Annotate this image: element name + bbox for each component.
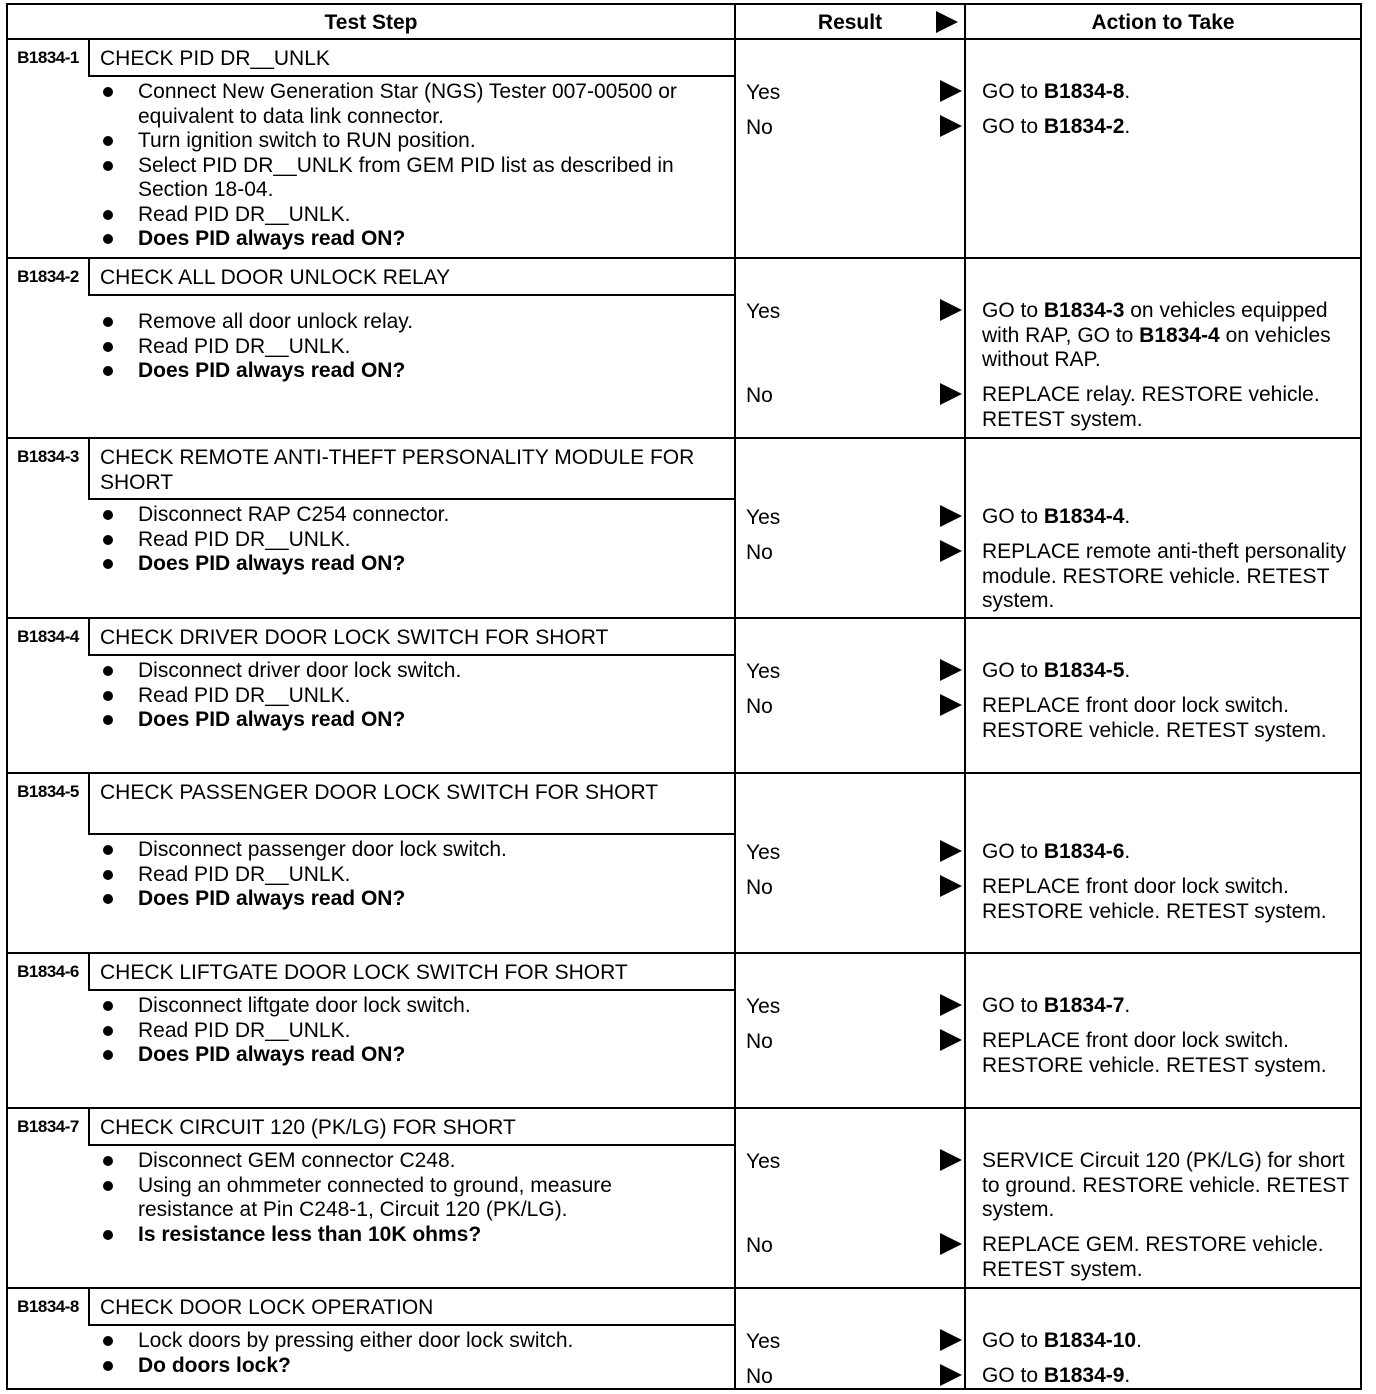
header-result-label: Result [817,10,883,34]
action-fragment: . [1124,994,1131,1017]
instruction-item: Turn ignition switch to RUN position. [100,129,700,154]
instruction-item: Remove all door unlock relay. [100,310,700,335]
step-row [8,619,1360,774]
instruction-item: Is resistance less than 10K ohms? [100,1223,700,1248]
action-fragment: GO to [982,299,1044,322]
result-no: No [746,1234,773,1257]
step-title-underline [88,833,734,835]
arrow-icon [940,540,962,562]
step-id-divider [88,619,90,654]
action-text [982,540,1362,614]
arrow-icon [940,505,962,527]
action-fragment: REPLACE front door lock switch. RESTORE vehicle. RETEST system. [982,875,1327,923]
result-no: No [746,384,773,407]
result-yes: Yes [746,1330,781,1353]
arrow-icon [940,840,962,862]
result-no: No [746,695,773,718]
step-reference: B1834-4 [1139,323,1220,347]
result-yes: Yes [746,81,781,104]
step-id: B1834-4 [17,627,79,646]
arrow-icon [940,875,962,897]
step-id: B1834-8 [17,1297,79,1316]
arrow-icon [940,1364,962,1386]
arrow-icon [940,383,962,405]
step-reference: B1834-10 [1043,1329,1137,1352]
step-title: CHECK REMOTE ANTI-THEFT PERSONALITY MODULE FOR SHORT [100,446,695,494]
step-id-divider [88,954,90,989]
action-fragment: REPLACE relay. RESTORE vehicle. RETEST system. [982,383,1320,431]
step-reference: B1834-4 [1043,505,1125,528]
step-id: B1834-1 [17,48,79,67]
step-title-underline [88,654,734,656]
instruction-item: Read PID DR__UNLK. [100,863,700,888]
action-text [982,1329,1362,1354]
arrow-icon [940,1149,962,1171]
arrow-icon [940,994,962,1016]
instruction-item: Read PID DR__UNLK. [100,335,700,360]
action-text [982,1364,1362,1389]
step-title: CHECK ALL DOOR UNLOCK RELAY [100,266,451,289]
step-instructions [100,994,700,1068]
action-text [982,875,1362,924]
step-instructions [100,1149,700,1247]
step-title-underline [88,75,734,77]
step-instructions [100,503,700,577]
step-id: B1834-3 [17,447,79,466]
step-reference: B1834-8 [1043,80,1125,103]
step-instructions [100,80,700,252]
action-text [982,994,1362,1019]
header-action: Action to Take [1091,10,1235,34]
action-text [982,115,1362,140]
instruction-item: Connect New Generation Star (NGS) Tester 007-00500 or equivalent to data link connector. [100,80,700,129]
action-fragment: REPLACE remote anti-theft personality module. RESTORE vehicle. RETEST system. [982,540,1347,612]
action-fragment: SERVICE Circuit 120 (PK/LG) for short to ground. RESTORE vehicle. RETEST system. [982,1149,1349,1221]
action-fragment: GO to [982,115,1044,138]
instruction-item: Disconnect RAP C254 connector. [100,503,700,528]
step-id-divider [88,40,90,75]
step-instructions [100,1329,700,1378]
action-fragment: . [1136,1329,1142,1352]
result-no: No [746,1030,773,1053]
step-id-divider [88,1109,90,1144]
step-reference: B1834-3 [1043,299,1125,322]
instruction-item: Disconnect GEM connector C248. [100,1149,700,1174]
instruction-item: Does PID always read ON? [100,887,700,912]
instruction-item: Does PID always read ON? [100,359,700,384]
arrow-icon [940,659,962,681]
result-no: No [746,1365,773,1388]
action-text [982,1029,1362,1078]
step-title-underline [88,294,734,296]
result-yes: Yes [746,660,781,683]
action-text [982,299,1362,373]
instruction-item: Disconnect liftgate door lock switch. [100,994,700,1019]
header-result [736,5,964,40]
action-text [982,840,1362,865]
step-row [8,1109,1360,1289]
step-id-divider [88,1289,90,1324]
step-title: CHECK DRIVER DOOR LOCK SWITCH FOR SHORT [100,626,609,649]
action-fragment: on vehicles without RAP. [982,323,1331,371]
arrow-icon [940,694,962,716]
action-text [982,1233,1362,1282]
step-id-divider [88,774,90,833]
action-text [982,505,1362,530]
step-id: B1834-6 [17,962,79,981]
instruction-item: Using an ohmmeter connected to ground, measure resistance at Pin C248-1, Circuit 120 (PK/LG). [100,1174,700,1223]
action-fragment: GO to [982,659,1044,682]
instruction-item: Does PID always read ON? [100,708,700,733]
action-fragment: GO to [982,994,1044,1017]
result-yes: Yes [746,841,781,864]
action-fragment: . [1124,659,1131,682]
result-no: No [746,116,773,139]
step-reference: B1834-9 [1043,1364,1125,1387]
instruction-item: Does PID always read ON? [100,1043,700,1068]
arrow-icon [940,299,962,321]
step-row [8,40,1360,259]
action-fragment: GO to [982,840,1044,863]
step-reference: B1834-7 [1043,994,1125,1017]
instruction-item: Read PID DR__UNLK. [100,528,700,553]
action-fragment: on vehicles equipped with RAP, GO to [982,299,1328,347]
action-text [982,659,1362,684]
step-id-divider [88,439,90,498]
step-row [8,439,1360,619]
step-instructions [100,838,700,912]
action-fragment: . [1124,115,1131,138]
step-title: CHECK PID DR__UNLK [100,47,330,70]
step-instructions [100,659,700,733]
step-row [8,259,1360,439]
header-test-step: Test Step [324,10,418,34]
step-title: CHECK CIRCUIT 120 (PK/LG) FOR SHORT [100,1116,516,1139]
step-title-underline [88,989,734,991]
action-fragment: GO to [982,1364,1044,1387]
action-fragment: . [1124,80,1131,103]
step-id: B1834-2 [17,267,79,286]
action-fragment: GO to [982,505,1044,528]
result-yes: Yes [746,995,781,1018]
step-title: CHECK LIFTGATE DOOR LOCK SWITCH FOR SHORT [100,961,628,984]
instruction-item: Does PID always read ON? [100,227,700,252]
instruction-item: Do doors lock? [100,1354,700,1379]
step-reference: B1834-6 [1043,840,1125,863]
instruction-item: Disconnect driver door lock switch. [100,659,700,684]
instruction-item: Lock doors by pressing either door lock switch. [100,1329,700,1354]
header-arrow-icon [936,11,958,33]
action-fragment: GO to [982,1329,1044,1352]
action-fragment: REPLACE GEM. RESTORE vehicle. RETEST system. [982,1233,1324,1281]
result-no: No [746,876,773,899]
action-fragment: . [1124,840,1131,863]
result-no: No [746,541,773,564]
action-text [982,1149,1362,1223]
result-yes: Yes [746,506,781,529]
result-yes: Yes [746,1150,781,1173]
step-id: B1834-5 [17,782,79,801]
instruction-item: Does PID always read ON? [100,552,700,577]
action-text [982,80,1362,105]
instruction-item: Disconnect passenger door lock switch. [100,838,700,863]
action-fragment: . [1124,1364,1131,1387]
step-row [8,1289,1360,1390]
step-reference: B1834-5 [1043,659,1125,682]
step-title-underline [88,1144,734,1146]
action-fragment: REPLACE front door lock switch. RESTORE vehicle. RETEST system. [982,694,1327,742]
step-title: CHECK PASSENGER DOOR LOCK SWITCH FOR SHORT [100,781,659,804]
action-text [982,694,1362,743]
step-row [8,954,1360,1109]
arrow-icon [940,1233,962,1255]
step-instructions [100,310,700,384]
action-fragment: . [1124,505,1131,528]
arrow-icon [940,1029,962,1051]
arrow-icon [940,80,962,102]
result-yes: Yes [746,300,781,323]
action-fragment: GO to [982,80,1044,103]
action-text [982,383,1362,432]
diagnostic-table [6,3,1362,1390]
step-id-divider [88,259,90,294]
step-title: CHECK DOOR LOCK OPERATION [100,1296,434,1319]
step-title-underline [88,498,734,500]
arrow-icon [940,1329,962,1351]
step-title-underline [88,1324,734,1326]
instruction-item: Read PID DR__UNLK. [100,684,700,709]
action-fragment: REPLACE front door lock switch. RESTORE vehicle. RETEST system. [982,1029,1327,1077]
arrow-icon [940,115,962,137]
step-id: B1834-7 [17,1117,79,1136]
instruction-item: Read PID DR__UNLK. [100,1019,700,1044]
step-row [8,774,1360,954]
instruction-item: Select PID DR__UNLK from GEM PID list as described in Section 18-04. [100,154,700,203]
step-reference: B1834-2 [1043,115,1125,138]
instruction-item: Read PID DR__UNLK. [100,203,700,228]
